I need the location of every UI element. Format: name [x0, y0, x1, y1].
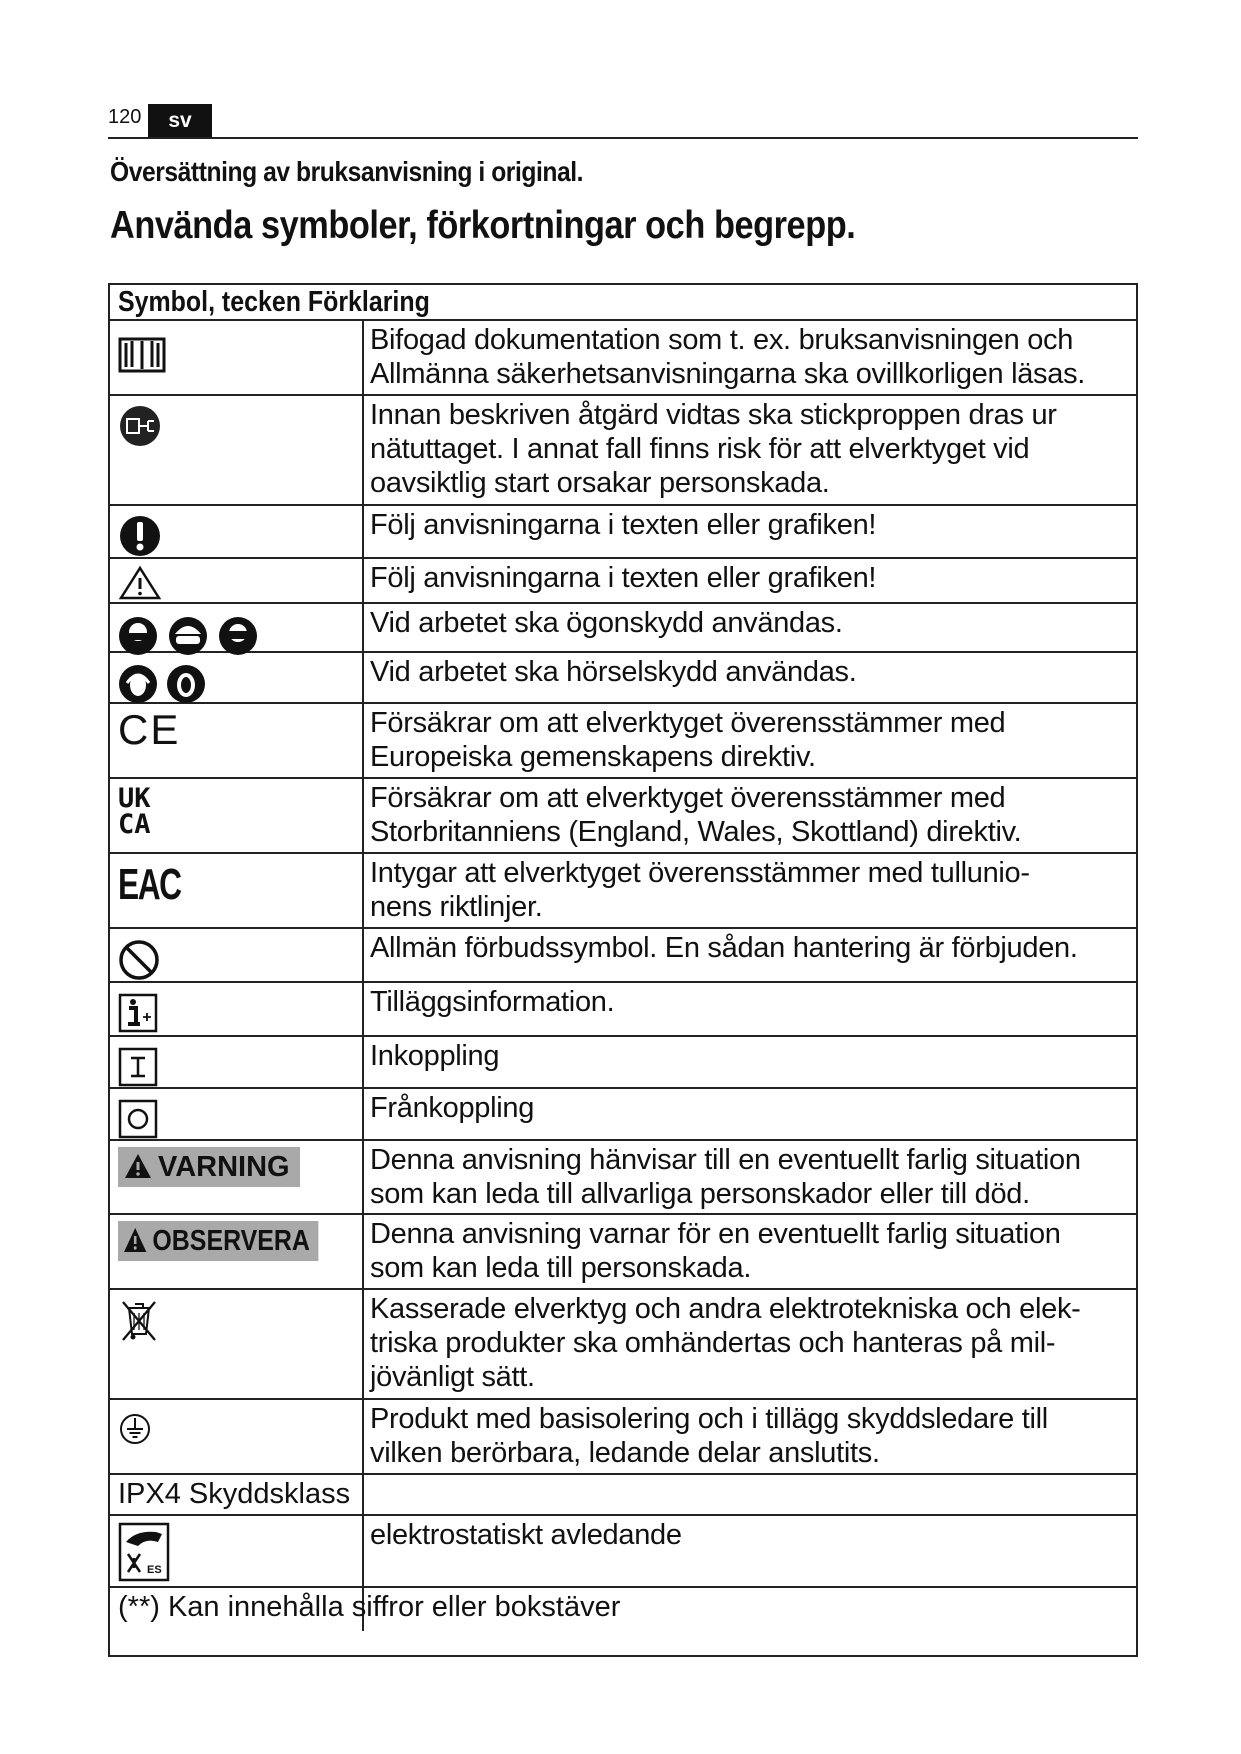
row-description: Vid arbetet ska ögonskydd användas. [370, 607, 843, 639]
table-header: Symbol, tecken Förklaring [118, 286, 430, 318]
row-description: Allmän förbudssymbol. En sådan hantering är förbjuden. [370, 932, 1078, 964]
table-footnote: (**) Kan innehålla siffror eller bokstäver [118, 1591, 621, 1623]
warning-signal [118, 1147, 300, 1187]
table-row [108, 929, 1138, 981]
table-row [108, 506, 1138, 557]
table-row [108, 321, 1138, 394]
row-description: elektrostatiskt avledande [370, 1519, 682, 1551]
document-subtitle: Översättning av bruksanvisning i original. [110, 156, 584, 187]
row-description: Följ anvisningarna i texten eller grafiken! [370, 562, 877, 594]
table-row [108, 1089, 1138, 1139]
row-description: Inkoppling [370, 1040, 500, 1072]
switch-off-icon [118, 1099, 158, 1143]
table-row [108, 1141, 1138, 1213]
manual-book-icon [118, 335, 166, 379]
protective-earth-icon [118, 1412, 152, 1450]
row-description: Vid arbetet ska hörselskydd användas. [370, 656, 857, 688]
row-description: Frånkoppling [370, 1092, 535, 1124]
row-description: Tilläggsinformation. [370, 986, 615, 1018]
row-description: Denna anvisning hänvisar till en eventuellt farlig situation som kan leda till allvarliga personskador eller till död. [370, 1144, 1081, 1210]
row-description: Produkt med basisolering och i tillägg skyddsledare till vilken berörbara, ledande delar anslutits. [370, 1403, 1048, 1469]
hearing-protection-icons [118, 663, 208, 709]
ip-rating-label: IPX4 Skyddsklass [118, 1478, 351, 1510]
ukca-mark [118, 783, 151, 840]
table-row [108, 983, 1138, 1035]
header-rule [108, 137, 1138, 139]
table-footnote-row [108, 1588, 1138, 1630]
table-row [108, 559, 1138, 602]
eac-mark: EAC [118, 860, 181, 909]
row-description: Försäkrar om att elverktyget överensstämmer med Europeiska gemenskapens direktiv. [370, 707, 1006, 773]
exclamation-circle-icon [118, 514, 162, 562]
row-description: Intygar att elverktyget överensstämmer med tullunio- nens riktlinjer. [370, 857, 1030, 923]
row-description: Försäkrar om att elverktyget överensstämmer med Storbritanniens (England, Wales, Skottland) direktiv. [370, 782, 1022, 848]
table-row [108, 779, 1138, 852]
language-tag: sv [148, 104, 212, 137]
table-row [108, 854, 1138, 927]
row-description: Denna anvisning varnar för en eventuellt farlig situation som kan leda till personskada. [370, 1218, 1061, 1284]
warning-signal-text: VARNING [158, 1151, 290, 1183]
table-row [108, 396, 1138, 504]
warning-triangle-icon [118, 565, 162, 605]
warning-triangle-icon [123, 1227, 147, 1253]
page-number: 120 [108, 106, 142, 128]
document-title: Använda symboler, förkortningar och begrepp. [110, 204, 856, 247]
row-description: Bifogad dokumentation som t. ex. bruksanvisningen och Allmänna säkerhetsanvisningarna ska ovillkorligen läsas. [370, 324, 1086, 390]
table-row [108, 604, 1138, 651]
weee-bin-icon [118, 1298, 160, 1346]
row-description: Följ anvisningarna i texten eller grafiken! [370, 509, 877, 541]
ukca-mark-line1: UK [118, 783, 151, 814]
table-row [108, 1516, 1138, 1586]
caution-signal [118, 1221, 351, 1261]
table-row [108, 1215, 1138, 1288]
prohibition-icon [118, 939, 160, 985]
table-row [108, 653, 1138, 702]
table-row [108, 1290, 1138, 1398]
warning-triangle-icon [124, 1153, 152, 1179]
table-row [108, 1475, 1138, 1514]
table-row [108, 1037, 1138, 1087]
info-icon [118, 993, 158, 1037]
ukca-mark-line2: CA [118, 809, 151, 840]
ce-mark: CE [118, 706, 181, 753]
table-row [108, 1400, 1138, 1473]
switch-on-icon [118, 1047, 158, 1091]
unplug-icon [118, 404, 162, 452]
esd-icon [118, 1522, 170, 1586]
esd-mark-text: ES [147, 1564, 162, 1576]
row-description: Kasserade elverktyg och andra elektrotekniska och elek- triska produkter ska omhändertas och hanteras på mil- jövänligt sätt. [370, 1293, 1081, 1393]
caution-signal-text: OBSERVERA [152, 1225, 310, 1257]
row-description: Innan beskriven åtgärd vidtas ska stickproppen dras ur nätuttaget. I annat fall finns risk för att elverktyget vid oavsiktlig start orsakar personskada. [370, 399, 1057, 499]
table-row [108, 704, 1138, 777]
